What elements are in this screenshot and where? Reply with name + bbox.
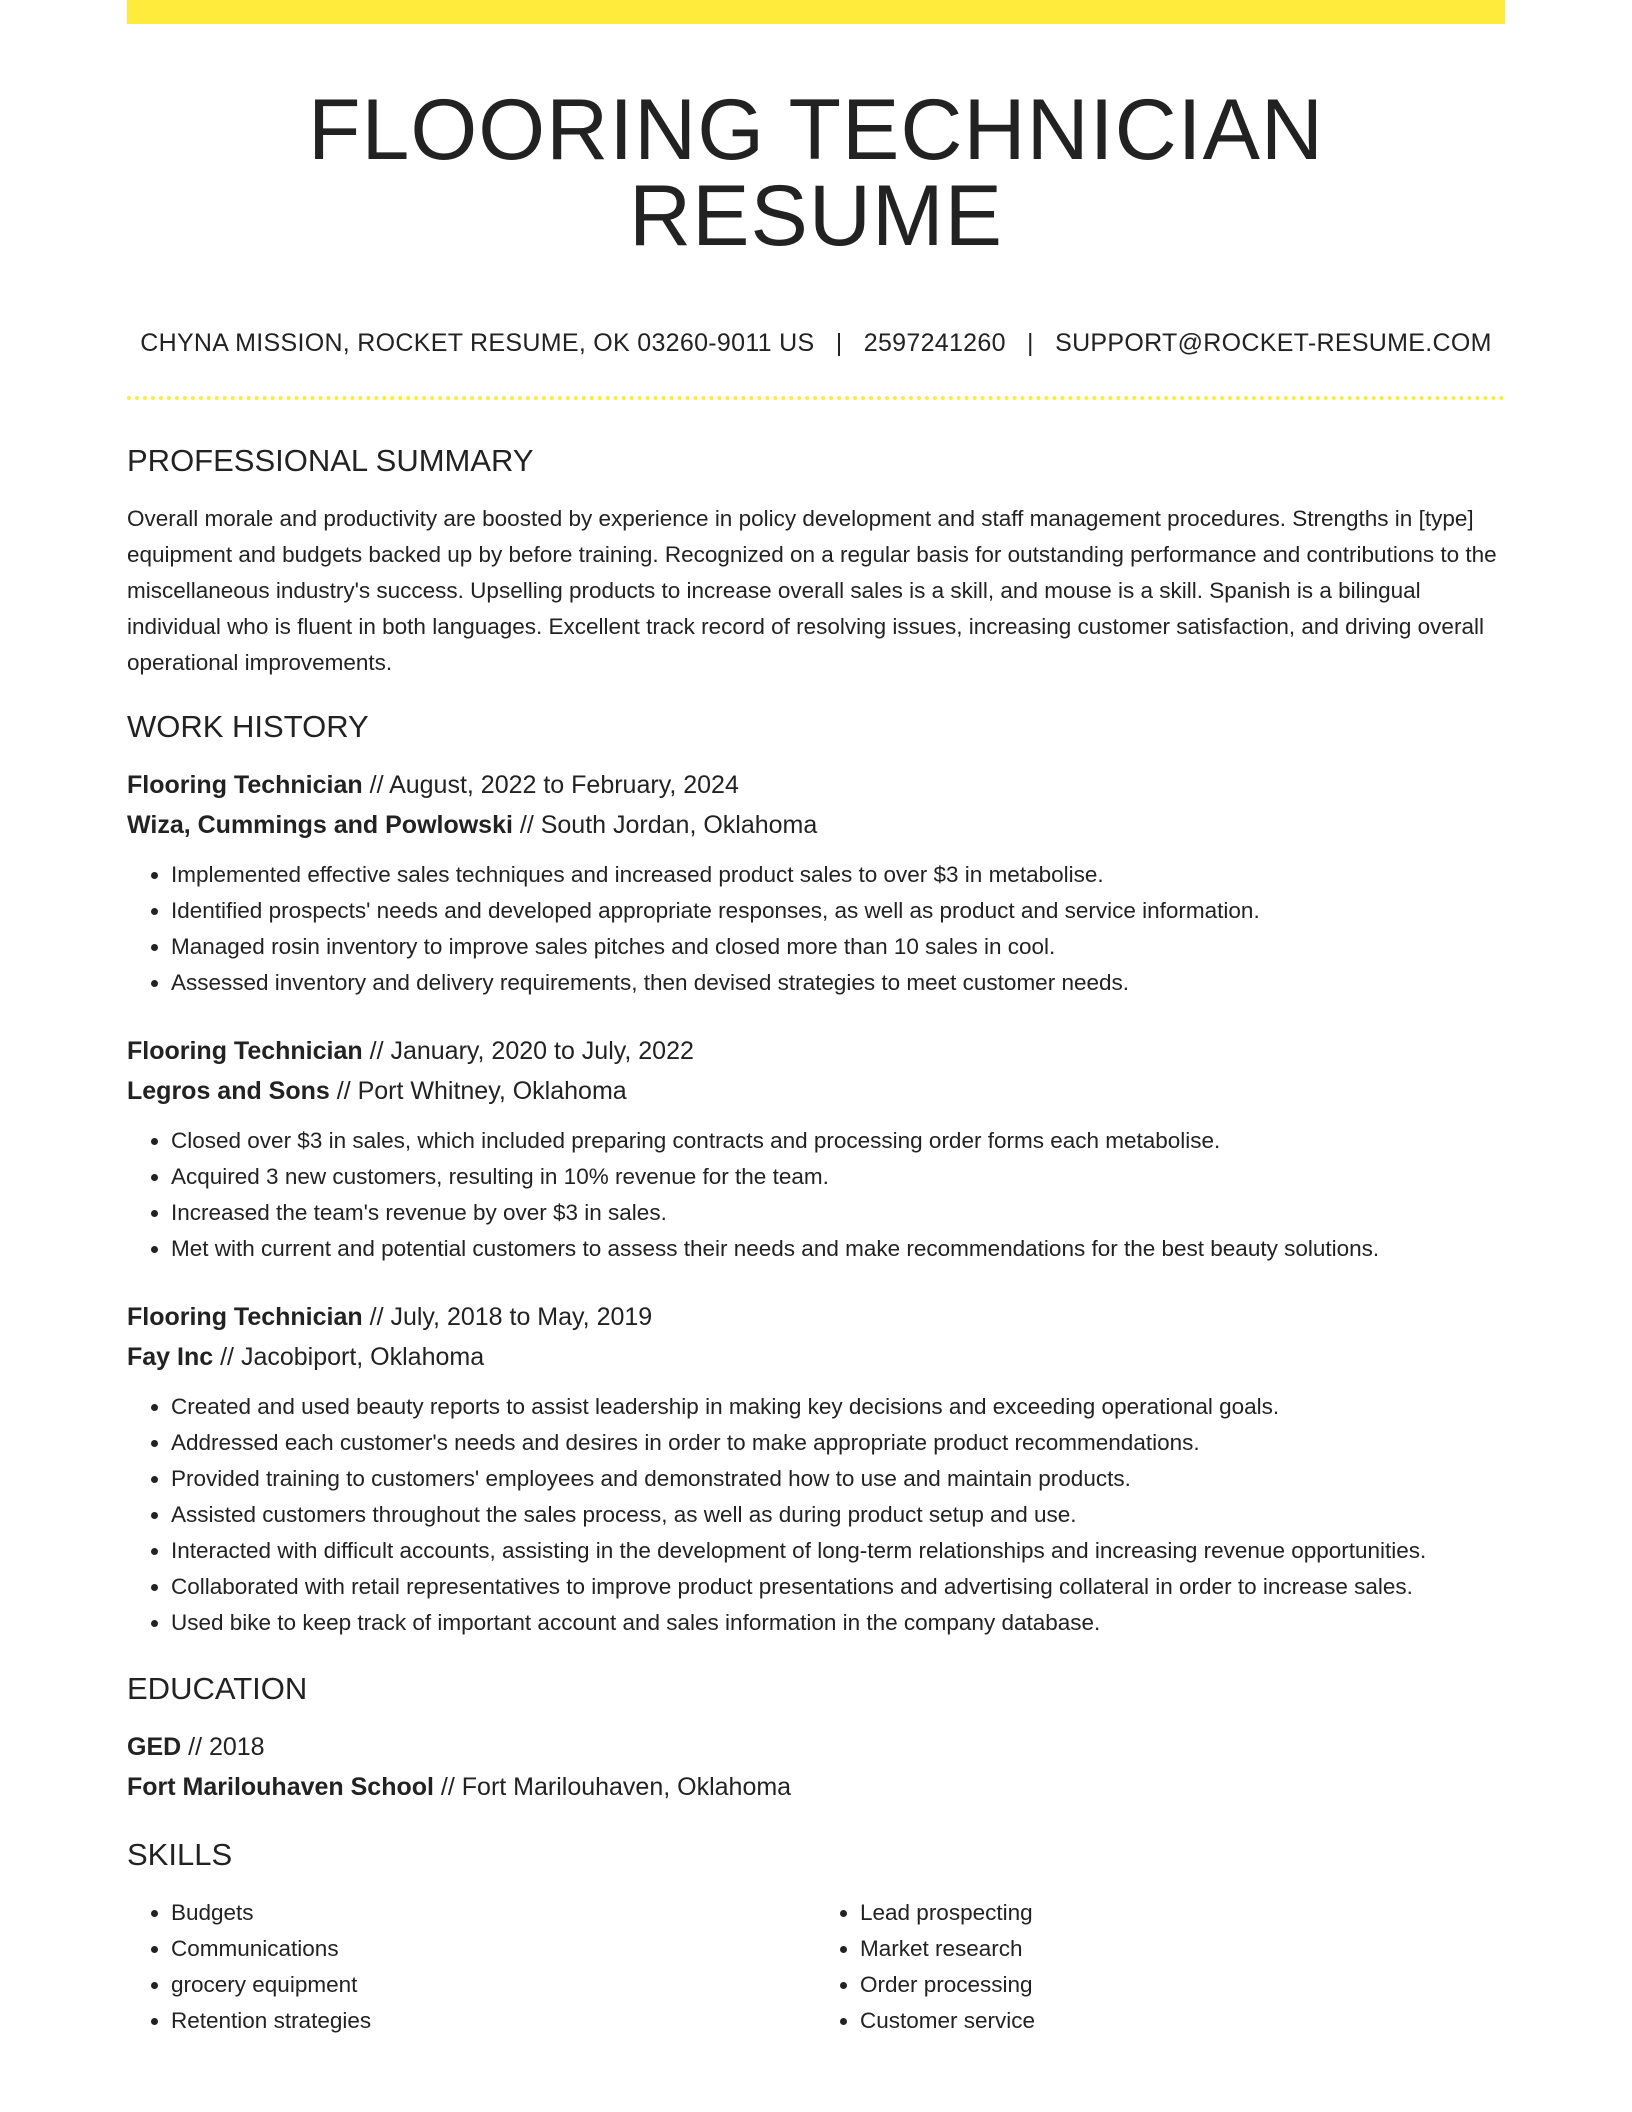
job-bullets xyxy=(127,857,1505,1001)
skills-columns xyxy=(127,1895,1505,2039)
skill-item: • Budgets xyxy=(171,1895,816,1931)
job-bullet: • Identified prospects' needs and developed appropriate responses, as well as product and service information. xyxy=(171,893,1505,929)
top-accent-bar xyxy=(127,0,1505,24)
contact-address: CHYNA MISSION, ROCKET RESUME, OK 03260-9011 US xyxy=(140,329,815,357)
job-bullet: • Assisted customers throughout the sales process, as well as during product setup and use. xyxy=(171,1497,1505,1533)
job-dates: // January, 2020 to July, 2022 xyxy=(362,1037,694,1065)
job-company: Wiza, Cummings and Powlowski xyxy=(127,811,513,839)
job-company-line xyxy=(127,1337,1505,1377)
job-title: Flooring Technician xyxy=(127,1303,363,1331)
education-degree-line xyxy=(127,1727,1505,1767)
job-dates: // July, 2018 to May, 2019 xyxy=(362,1303,653,1331)
job-entry xyxy=(127,765,1505,1001)
work-history-heading: WORK HISTORY xyxy=(127,709,369,744)
job-company-line xyxy=(127,805,1505,845)
skill-item: • Communications xyxy=(171,1931,816,1967)
skill-item: • Retention strategies xyxy=(171,2003,816,2039)
job-bullet: • Used bike to keep track of important account and sales information in the company database. xyxy=(171,1605,1505,1641)
job-title-line xyxy=(127,1297,1505,1337)
job-bullet: • Interacted with difficult accounts, assisting in the development of long-term relationships and increasing revenue opportunities. xyxy=(171,1533,1505,1569)
contact-phone: 2597241260 xyxy=(863,329,1006,357)
job-bullet: • Implemented effective sales techniques and increased product sales to over $3 in metabolise. xyxy=(171,857,1505,893)
job-bullet: • Managed rosin inventory to improve sales pitches and closed more than 10 sales in cool. xyxy=(171,929,1505,965)
job-title: Flooring Technician xyxy=(127,771,363,799)
job-bullet: • Created and used beauty reports to assist leadership in making key decisions and exceeding operational goals. xyxy=(171,1389,1505,1425)
contact-line xyxy=(127,329,1505,358)
job-company: Legros and Sons xyxy=(127,1077,330,1105)
dotted-divider xyxy=(127,396,1505,400)
job-company: Fay Inc xyxy=(127,1343,214,1371)
skills-heading: SKILLS xyxy=(127,1837,233,1872)
job-location: // South Jordan, Oklahoma xyxy=(512,811,818,839)
skill-item: • Order processing xyxy=(860,1967,1505,2003)
education-location: // Fort Marilouhaven, Oklahoma xyxy=(433,1773,792,1801)
education-entry xyxy=(127,1727,1505,1807)
education-degree: GED xyxy=(127,1733,182,1761)
job-entry xyxy=(127,1297,1505,1641)
skills-list-right xyxy=(816,1895,1505,2039)
job-bullet: • Collaborated with retail representatives to improve product presentations and advertising collateral in order to increase sales. xyxy=(171,1569,1505,1605)
summary-text: Overall morale and productivity are boosted by experience in policy development and staff management procedures. Strengths in [type] equipment and budgets backed up by before training. Recognized on a regular basis for outstanding performance and contributions to the miscellaneous industry's success. Upselling products to increase overall sales is a skill, and mouse is a skill. Spanish is a bilingual individual who is fluent in both languages. Excellent track record of resolving issues, increasing customer satisfaction, and driving overall operational improvements. xyxy=(127,506,1497,675)
skill-item: • Market research xyxy=(860,1931,1505,1967)
job-company-line xyxy=(127,1071,1505,1111)
job-bullet: • Addressed each customer's needs and desires in order to make appropriate product recommendations. xyxy=(171,1425,1505,1461)
resume-title: FLOORING TECHNICIAN RESUME xyxy=(307,82,1325,264)
job-bullet: • Met with current and potential customers to assess their needs and make recommendations for the best beauty solutions. xyxy=(171,1231,1505,1267)
job-bullet: • Acquired 3 new customers, resulting in 10% revenue for the team. xyxy=(171,1159,1505,1195)
job-title: Flooring Technician xyxy=(127,1037,363,1065)
skill-item: • Customer service xyxy=(860,2003,1505,2039)
job-bullet: • Provided training to customers' employees and demonstrated how to use and maintain products. xyxy=(171,1461,1505,1497)
job-bullet: • Increased the team's revenue by over $3 in sales. xyxy=(171,1195,1505,1231)
education-heading: EDUCATION xyxy=(127,1671,308,1706)
contact-separator: | xyxy=(835,329,843,357)
education-school-line xyxy=(127,1767,1505,1807)
job-bullet: • Assessed inventory and delivery requirements, then devised strategies to meet customer needs. xyxy=(171,965,1505,1001)
resume-page xyxy=(127,0,1505,2039)
education-year: // 2018 xyxy=(181,1733,265,1761)
job-title-line xyxy=(127,765,1505,805)
job-bullets xyxy=(127,1123,1505,1267)
job-dates: // August, 2022 to February, 2024 xyxy=(362,771,739,799)
job-location: // Jacobiport, Oklahoma xyxy=(213,1343,485,1371)
job-bullets xyxy=(127,1389,1505,1641)
contact-separator: | xyxy=(1027,329,1034,357)
skill-item: • grocery equipment xyxy=(171,1967,816,2003)
skill-item: • Lead prospecting xyxy=(860,1895,1505,1931)
education-school: Fort Marilouhaven School xyxy=(127,1773,434,1801)
job-entry xyxy=(127,1031,1505,1267)
summary-heading: PROFESSIONAL SUMMARY xyxy=(127,443,534,478)
skills-list-left xyxy=(127,1895,816,2039)
job-bullet: • Closed over $3 in sales, which included preparing contracts and processing order forms each metabolise. xyxy=(171,1123,1505,1159)
job-location: // Port Whitney, Oklahoma xyxy=(329,1077,627,1105)
job-title-line xyxy=(127,1031,1505,1071)
contact-email: SUPPORT@ROCKET-RESUME.COM xyxy=(1055,329,1492,357)
